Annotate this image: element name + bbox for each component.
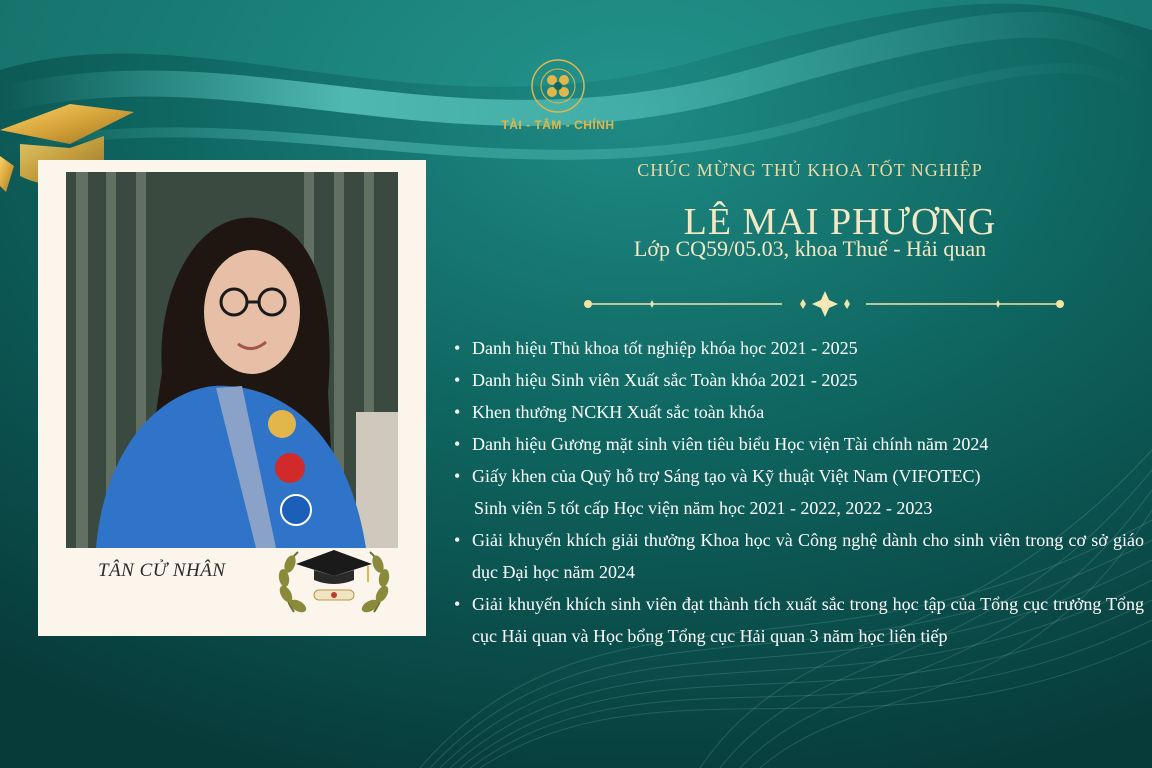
award-item: Sinh viên 5 tốt cấp Học viện năm học 2021 - 2022, 2022 - 2023 (474, 498, 933, 518)
award-item: • Giấy khen của Quỹ hỗ trợ Sáng tạo và Kỹ thuật Việt Nam (VIFOTEC) (454, 460, 1144, 492)
headline: CHÚC MỪNG THỦ KHOA TỐT NGHIỆP (637, 160, 983, 180)
star-divider (582, 290, 1068, 318)
award-item: • Danh hiệu Thủ khoa tốt nghiệp khóa học 2021 - 2025 (454, 332, 1144, 364)
awards-list (454, 332, 1144, 652)
photo-frame (38, 160, 426, 636)
award-item: • Danh hiệu Gương mặt sinh viên tiêu biểu Học viện Tài chính năm 2024 (454, 428, 1144, 460)
photo-caption: TÂN CỬ NHÂN (98, 560, 226, 581)
award-item: • Giải khuyến khích giải thưởng Khoa học và Công nghệ dành cho sinh viên trong cơ sở giáo dục Đại học năm 2024 (454, 524, 1144, 588)
laurel-graduation-cap-icon (274, 542, 394, 622)
academy-motto: TÀI - TÂM - CHÍNH (501, 118, 615, 132)
academy-logo (530, 58, 586, 114)
award-item: • Giải khuyến khích sinh viên đạt thành tích xuất sắc trong học tập của Tổng cục trưởng Tổng cục Hải quan và Học bổng Tổng cục Hải quan 3 năm học liên tiếp (454, 588, 1144, 652)
graduate-portrait (66, 172, 398, 548)
award-item: • Khen thưởng NCKH Xuất sắc toàn khóa (454, 396, 1144, 428)
graduate-name: LÊ MAI PHƯƠNG (683, 201, 997, 243)
award-item: • Danh hiệu Sinh viên Xuất sắc Toàn khóa 2021 - 2025 (454, 364, 1144, 396)
graduate-class: Lớp CQ59/05.03, khoa Thuế - Hải quan (633, 236, 987, 261)
